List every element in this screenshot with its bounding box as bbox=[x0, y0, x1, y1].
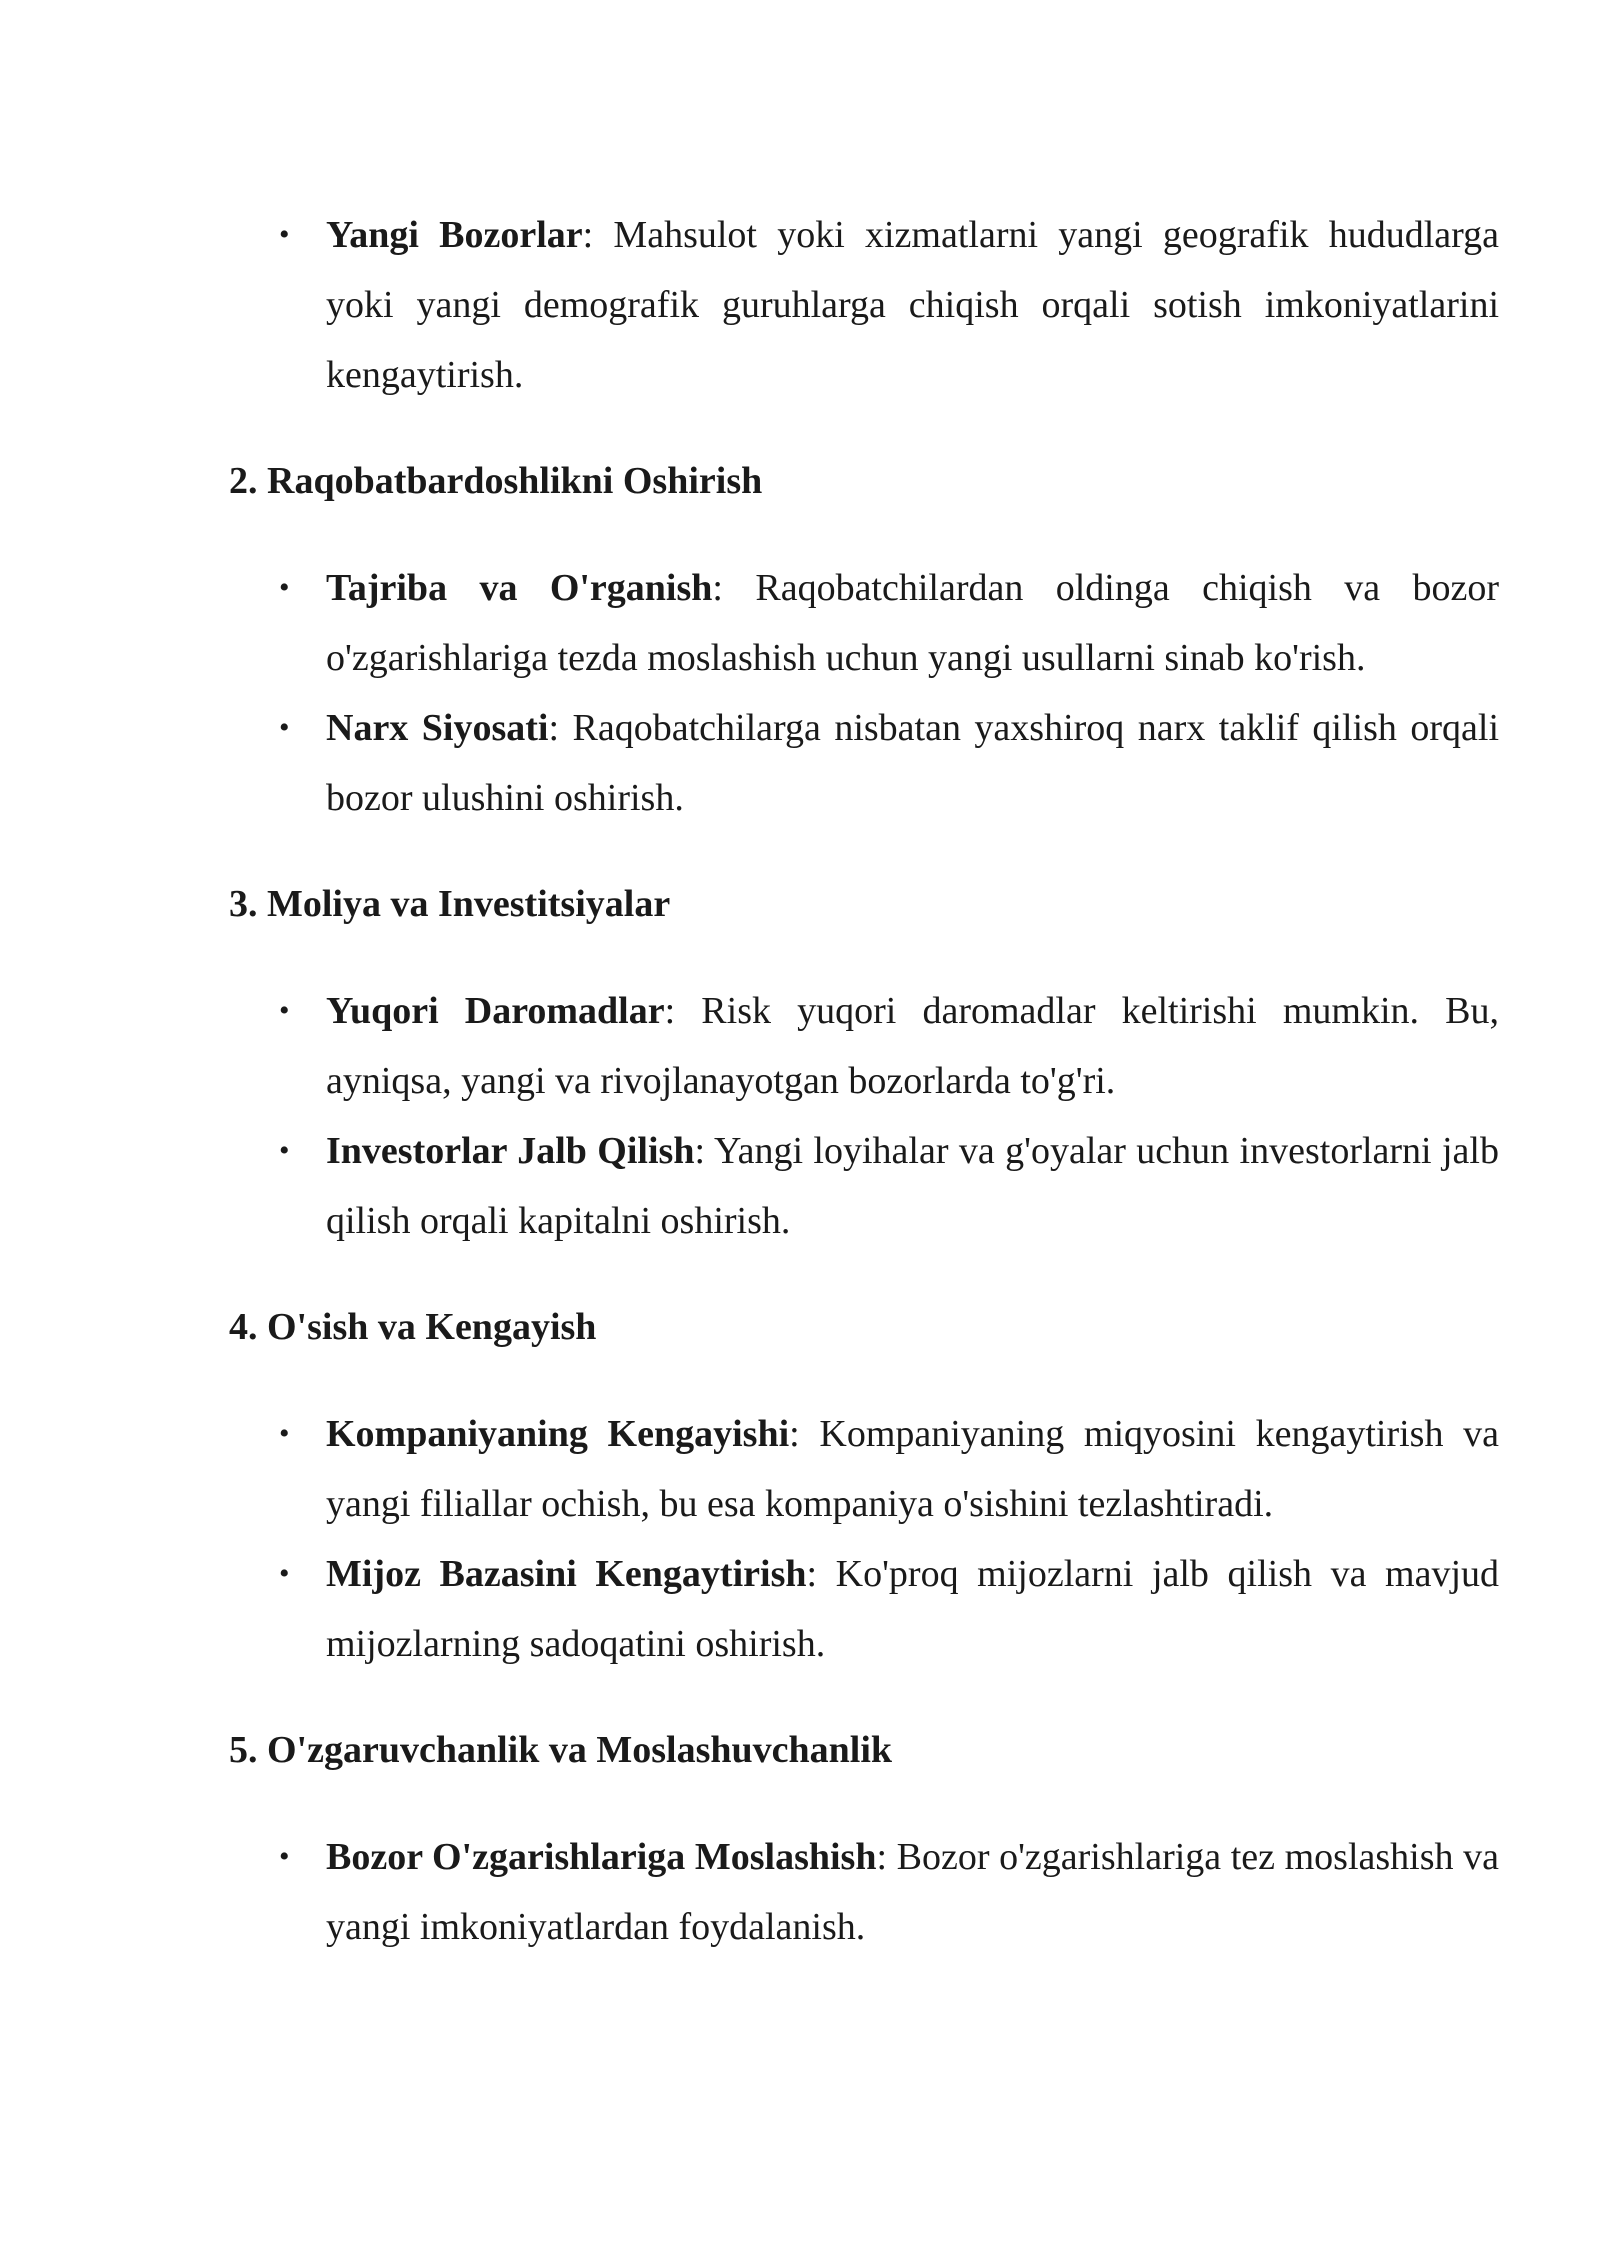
bullet-icon: • bbox=[279, 1557, 290, 1590]
item-text: : Kompaniyaning miqyosini kengaytirish va yangi filiallar ochish, bu esa kompaniya o'sishini tezlashtiradi. bbox=[326, 1413, 1499, 1525]
item-text: : Bozor o'zgarishlariga tez moslashish va yangi imkoniyatlardan foydalanish. bbox=[326, 1836, 1499, 1948]
item-term: Investorlar Jalb Qilish bbox=[326, 1130, 695, 1172]
bullet-icon: • bbox=[279, 1417, 290, 1450]
bullet-icon: • bbox=[279, 571, 290, 604]
section-heading: 4. O'sish va Kengayish bbox=[229, 1306, 597, 1348]
list-item bbox=[229, 1116, 1499, 1256]
list-item bbox=[229, 553, 1499, 693]
item-text: : Mahsulot yoki xizmatlarni yangi geografik hududlarga yoki yangi demografik guruhlarga chiqish orqali sotish imkoniyatlarini kengaytirish. bbox=[326, 214, 1499, 396]
section-list bbox=[229, 976, 1499, 1256]
bullet-icon: • bbox=[279, 994, 290, 1027]
list-item bbox=[229, 976, 1499, 1116]
item-text: : Risk yuqori daromadlar keltirishi mumkin. Bu, ayniqsa, yangi va rivojlanayotgan bozorlarda to'g'ri. bbox=[326, 990, 1499, 1102]
section-heading: 5. O'zgaruvchanlik va Moslashuvchanlik bbox=[229, 1729, 893, 1771]
section-list bbox=[229, 553, 1499, 833]
section-list bbox=[229, 1822, 1499, 1962]
item-term: Bozor O'zgarishlariga Moslashish bbox=[326, 1836, 877, 1878]
document-content bbox=[229, 200, 1499, 1962]
section-list bbox=[229, 1399, 1499, 1679]
item-term: Narx Siyosati bbox=[326, 707, 549, 749]
item-term: Yuqori Daromadlar bbox=[326, 990, 665, 1032]
item-term: Yangi Bozorlar bbox=[326, 214, 583, 256]
bullet-icon: • bbox=[279, 711, 290, 744]
bullet-icon: • bbox=[279, 1840, 290, 1873]
list-item bbox=[229, 1539, 1499, 1679]
intro-list bbox=[229, 200, 1499, 410]
list-item bbox=[229, 693, 1499, 833]
list-item bbox=[229, 1822, 1499, 1962]
bullet-icon: • bbox=[279, 218, 290, 251]
list-item bbox=[229, 200, 1499, 410]
bullet-icon: • bbox=[279, 1134, 290, 1167]
item-term: Mijoz Bazasini Kengaytirish bbox=[326, 1553, 807, 1595]
item-text: : Raqobatchilardan oldinga chiqish va bozor o'zgarishlariga tezda moslashish uchun yangi usullarni sinab ko'rish. bbox=[326, 567, 1499, 679]
item-term: Kompaniyaning Kengayishi bbox=[326, 1413, 790, 1455]
item-term: Tajriba va O'rganish bbox=[326, 567, 713, 609]
list-item bbox=[229, 1399, 1499, 1539]
item-text: : Yangi loyihalar va g'oyalar uchun investorlarni jalb qilish orqali kapitalni oshirish. bbox=[326, 1130, 1499, 1242]
item-text: : Ko'proq mijozlarni jalb qilish va mavjud mijozlarning sadoqatini oshirish. bbox=[326, 1553, 1500, 1665]
section-heading: 3. Moliya va Investitsiyalar bbox=[229, 883, 671, 925]
item-text: : Raqobatchilarga nisbatan yaxshiroq narx taklif qilish orqali bozor ulushini oshirish. bbox=[326, 707, 1500, 819]
section-heading: 2. Raqobatbardoshlikni Oshirish bbox=[229, 460, 763, 502]
